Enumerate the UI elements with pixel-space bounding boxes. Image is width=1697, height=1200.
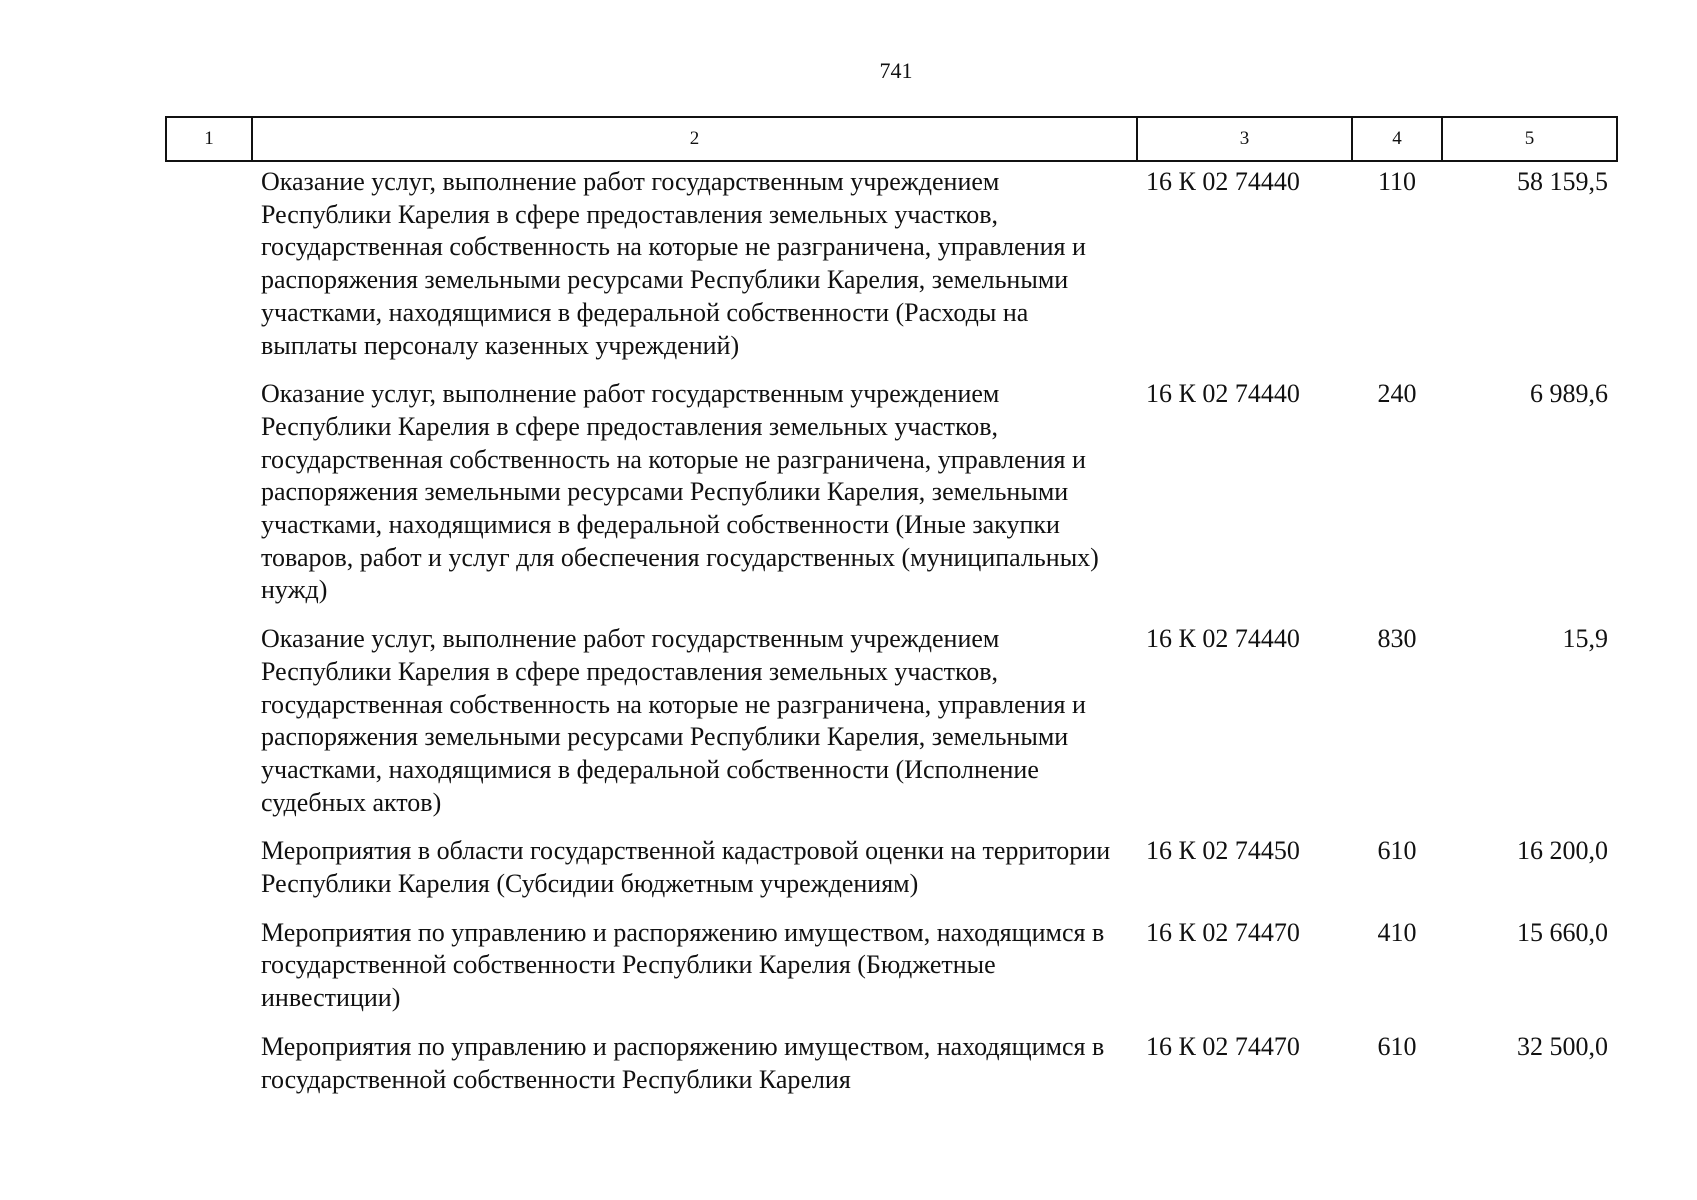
- row-number-cell: [166, 161, 252, 378]
- target-article-code: 16 К 02 74440: [1146, 379, 1300, 409]
- amount: 15,9: [1562, 624, 1608, 654]
- header-col-3: 3: [1137, 117, 1352, 161]
- amount: 6 989,6: [1530, 379, 1608, 409]
- row-number-cell: [166, 835, 252, 916]
- expense-description: Оказание услуг, выполнение работ государственным учреждением Республики Карелия в сфере предоставления земельных участков, государственная собственность на которые не разграничена, управления и распоряжения земельными ресурсами Республики Карелия, земельными участками, находящимися в федеральной собственности (Иные закупки товаров, работ и услуг для обеспечения государственных (муниципальных) нужд): [261, 379, 1099, 605]
- expense-description: Мероприятия по управлению и распоряжению имуществом, находящимся в государственной собственности Республики Карелия (Бюджетные инвестиции): [261, 917, 1105, 1013]
- table-row: [166, 917, 1617, 1031]
- expense-type-code: 830: [1377, 624, 1417, 654]
- target-article-code: 16 К 02 74470: [1146, 1031, 1300, 1061]
- target-article-code: 16 К 02 74450: [1146, 836, 1300, 866]
- row-number-cell: [166, 917, 252, 1031]
- expense-type-code: 410: [1377, 917, 1417, 947]
- expense-description: Оказание услуг, выполнение работ государственным учреждением Республики Карелия в сфере предоставления земельных участков, государственная собственность на которые не разграничена, управления и распоряжения земельными ресурсами Республики Карелия, земельными участками, находящимися в федеральной собственности (Исполнение судебных актов): [261, 624, 1086, 817]
- expense-type-code: 610: [1377, 836, 1417, 866]
- header-col-1: 1: [166, 117, 252, 161]
- table-row: [166, 623, 1617, 835]
- row-number-cell: [166, 623, 252, 835]
- header-col-5: 5: [1442, 117, 1617, 161]
- header-col-2: 2: [252, 117, 1137, 161]
- expense-description: Мероприятия по управлению и распоряжению имуществом, находящимся в государственной собственности Республики Карелия: [261, 1031, 1105, 1094]
- amount: 16 200,0: [1517, 836, 1608, 866]
- expense-description: Оказание услуг, выполнение работ государственным учреждением Республики Карелия в сфере предоставления земельных участков, государственная собственность на которые не разграничена, управления и распоряжения земельными ресурсами Республики Карелия, земельными участками, находящимися в федеральной собственности (Расходы на выплаты персоналу казенных учреждений): [261, 167, 1086, 360]
- header-col-4: 4: [1352, 117, 1442, 161]
- expense-type-code: 110: [1377, 167, 1417, 196]
- amount: 58 159,5: [1517, 167, 1608, 196]
- table-header: [166, 117, 1617, 161]
- target-article-code: 16 К 02 74440: [1146, 624, 1300, 654]
- expense-description: Мероприятия в области государственной кадастровой оценки на территории Республики Карелия (Субсидии бюджетным учреждениям): [261, 836, 1111, 899]
- target-article-code: 16 К 02 74440: [1146, 167, 1300, 196]
- row-number-cell: [166, 1031, 252, 1112]
- table-row: [166, 835, 1617, 916]
- target-article-code: 16 К 02 74470: [1146, 917, 1300, 947]
- row-number-cell: [166, 378, 252, 623]
- expense-type-code: 610: [1377, 1031, 1417, 1061]
- amount: 32 500,0: [1517, 1031, 1608, 1061]
- table-row: [166, 1031, 1617, 1112]
- expense-type-code: 240: [1377, 379, 1417, 409]
- table-body: [166, 161, 1617, 1112]
- table-row: [166, 161, 1617, 378]
- header-row: [166, 117, 1617, 161]
- budget-table: [165, 116, 1618, 1112]
- table-row: [166, 378, 1617, 623]
- page-number: 741: [879, 58, 913, 83]
- amount: 15 660,0: [1517, 917, 1608, 947]
